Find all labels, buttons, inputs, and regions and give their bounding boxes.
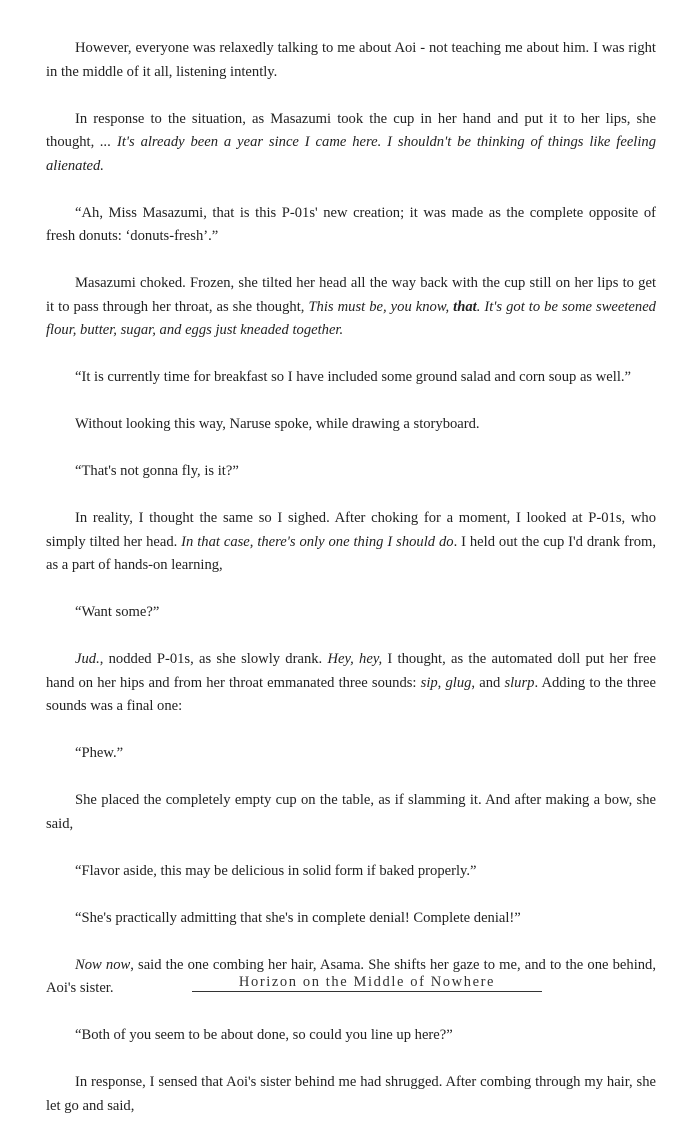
text-run: “Phew.” bbox=[75, 745, 124, 761]
text-run: Without looking this way, Naruse spoke, while drawing a storyboard. bbox=[75, 416, 480, 432]
text-run: , and bbox=[471, 674, 505, 691]
paragraph bbox=[46, 742, 656, 766]
paragraph bbox=[46, 37, 656, 84]
italic-text: glug bbox=[445, 674, 472, 691]
italic-text: slurp bbox=[504, 674, 535, 691]
italic-text: Jud. bbox=[75, 651, 100, 667]
paragraph bbox=[46, 1024, 656, 1048]
text-run: “Want some?” bbox=[75, 604, 160, 620]
text-run: In reality, I thought the same so I sighed. After choking for a moment, I looked at P-01s, who simply tilted her head. bbox=[46, 510, 656, 550]
text-run: However, everyone was relaxedly talking to me about Aoi - not teaching me about him. I was right in the middle of it all, listening intently. bbox=[46, 40, 656, 80]
footer-title: Horizon on the Middle of Nowhere bbox=[233, 974, 501, 990]
paragraph bbox=[46, 789, 656, 836]
text-run: In response to the situation, as Masazumi took the cup in her hand and put it to her lips, she thought, bbox=[46, 110, 656, 150]
text-run: “Both of you seem to be about done, so could you line up here?” bbox=[75, 1027, 453, 1043]
text-run: I thought, as the automated doll put her free hand on her hips and from her throat emmanated three sounds: bbox=[46, 651, 656, 691]
text-run: “That's not gonna fly, is it?” bbox=[75, 463, 239, 479]
text-run: “She's practically admitting that she's in complete denial! Complete denial!” bbox=[75, 909, 521, 926]
paragraph bbox=[46, 413, 656, 437]
text-run: Masazumi choked. Frozen, she tilted her head all the way back with the cup still on her lips to get it to pass through her throat, as she thought, bbox=[46, 275, 656, 315]
paragraph bbox=[46, 272, 656, 343]
italic-text: In that case, there's only one thing I should do bbox=[181, 533, 454, 550]
paragraph bbox=[46, 601, 656, 625]
text-run: . Adding to the three sounds was a final one: bbox=[46, 674, 656, 714]
text-run: “Flavor aside, this may be delicious in solid form if baked properly.” bbox=[75, 862, 477, 879]
text-run: , nodded P-01s, as she slowly drank. bbox=[99, 651, 328, 667]
italic-text: Hey, hey, bbox=[327, 651, 383, 667]
paragraph bbox=[46, 366, 656, 390]
paragraph bbox=[46, 460, 656, 484]
text-run: She placed the completely empty cup on the table, as if slamming it. And after making a bow, she said, bbox=[46, 792, 656, 832]
footer-rule bbox=[192, 991, 542, 992]
italic-text: . It's got to be some sweetened flour, butter, sugar, and eggs just kneaded together. bbox=[46, 298, 656, 338]
text-run: . I held out the cup I'd drank from, as a part of hands-on learning, bbox=[46, 533, 656, 573]
paragraph bbox=[46, 507, 656, 578]
text-run: , said the one combing her hair, Asama. She shifts her gaze to me, and to the one behind, Aoi's sister. bbox=[46, 956, 656, 996]
italic-text: This must be, you know, bbox=[308, 298, 454, 315]
italic-text: sip bbox=[420, 674, 438, 691]
text-run: “Ah, Miss Masazumi, that is this P-01s' new creation; it was made as the complete opposite of fresh donuts: ‘donuts-fresh’.” bbox=[46, 204, 656, 244]
page-footer bbox=[192, 974, 542, 996]
paragraph bbox=[46, 202, 656, 249]
paragraph bbox=[46, 907, 656, 931]
paragraph bbox=[46, 1071, 656, 1118]
bold-text: that bbox=[453, 298, 477, 315]
paragraph bbox=[46, 648, 656, 719]
paragraph bbox=[46, 108, 656, 179]
italic-text: Now now bbox=[75, 956, 131, 973]
paragraph bbox=[46, 860, 656, 884]
text-run: , bbox=[437, 674, 446, 691]
text-run: In response, I sensed that Aoi's sister behind me had shrugged. After combing through my hair, she let go and said, bbox=[46, 1074, 656, 1114]
italic-text: ... It's already been a year since I came here. I shouldn't be thinking of things like feeling alienated. bbox=[46, 134, 657, 174]
text-run: “It is currently time for breakfast so I have included some ground salad and corn soup as well.” bbox=[75, 369, 632, 385]
